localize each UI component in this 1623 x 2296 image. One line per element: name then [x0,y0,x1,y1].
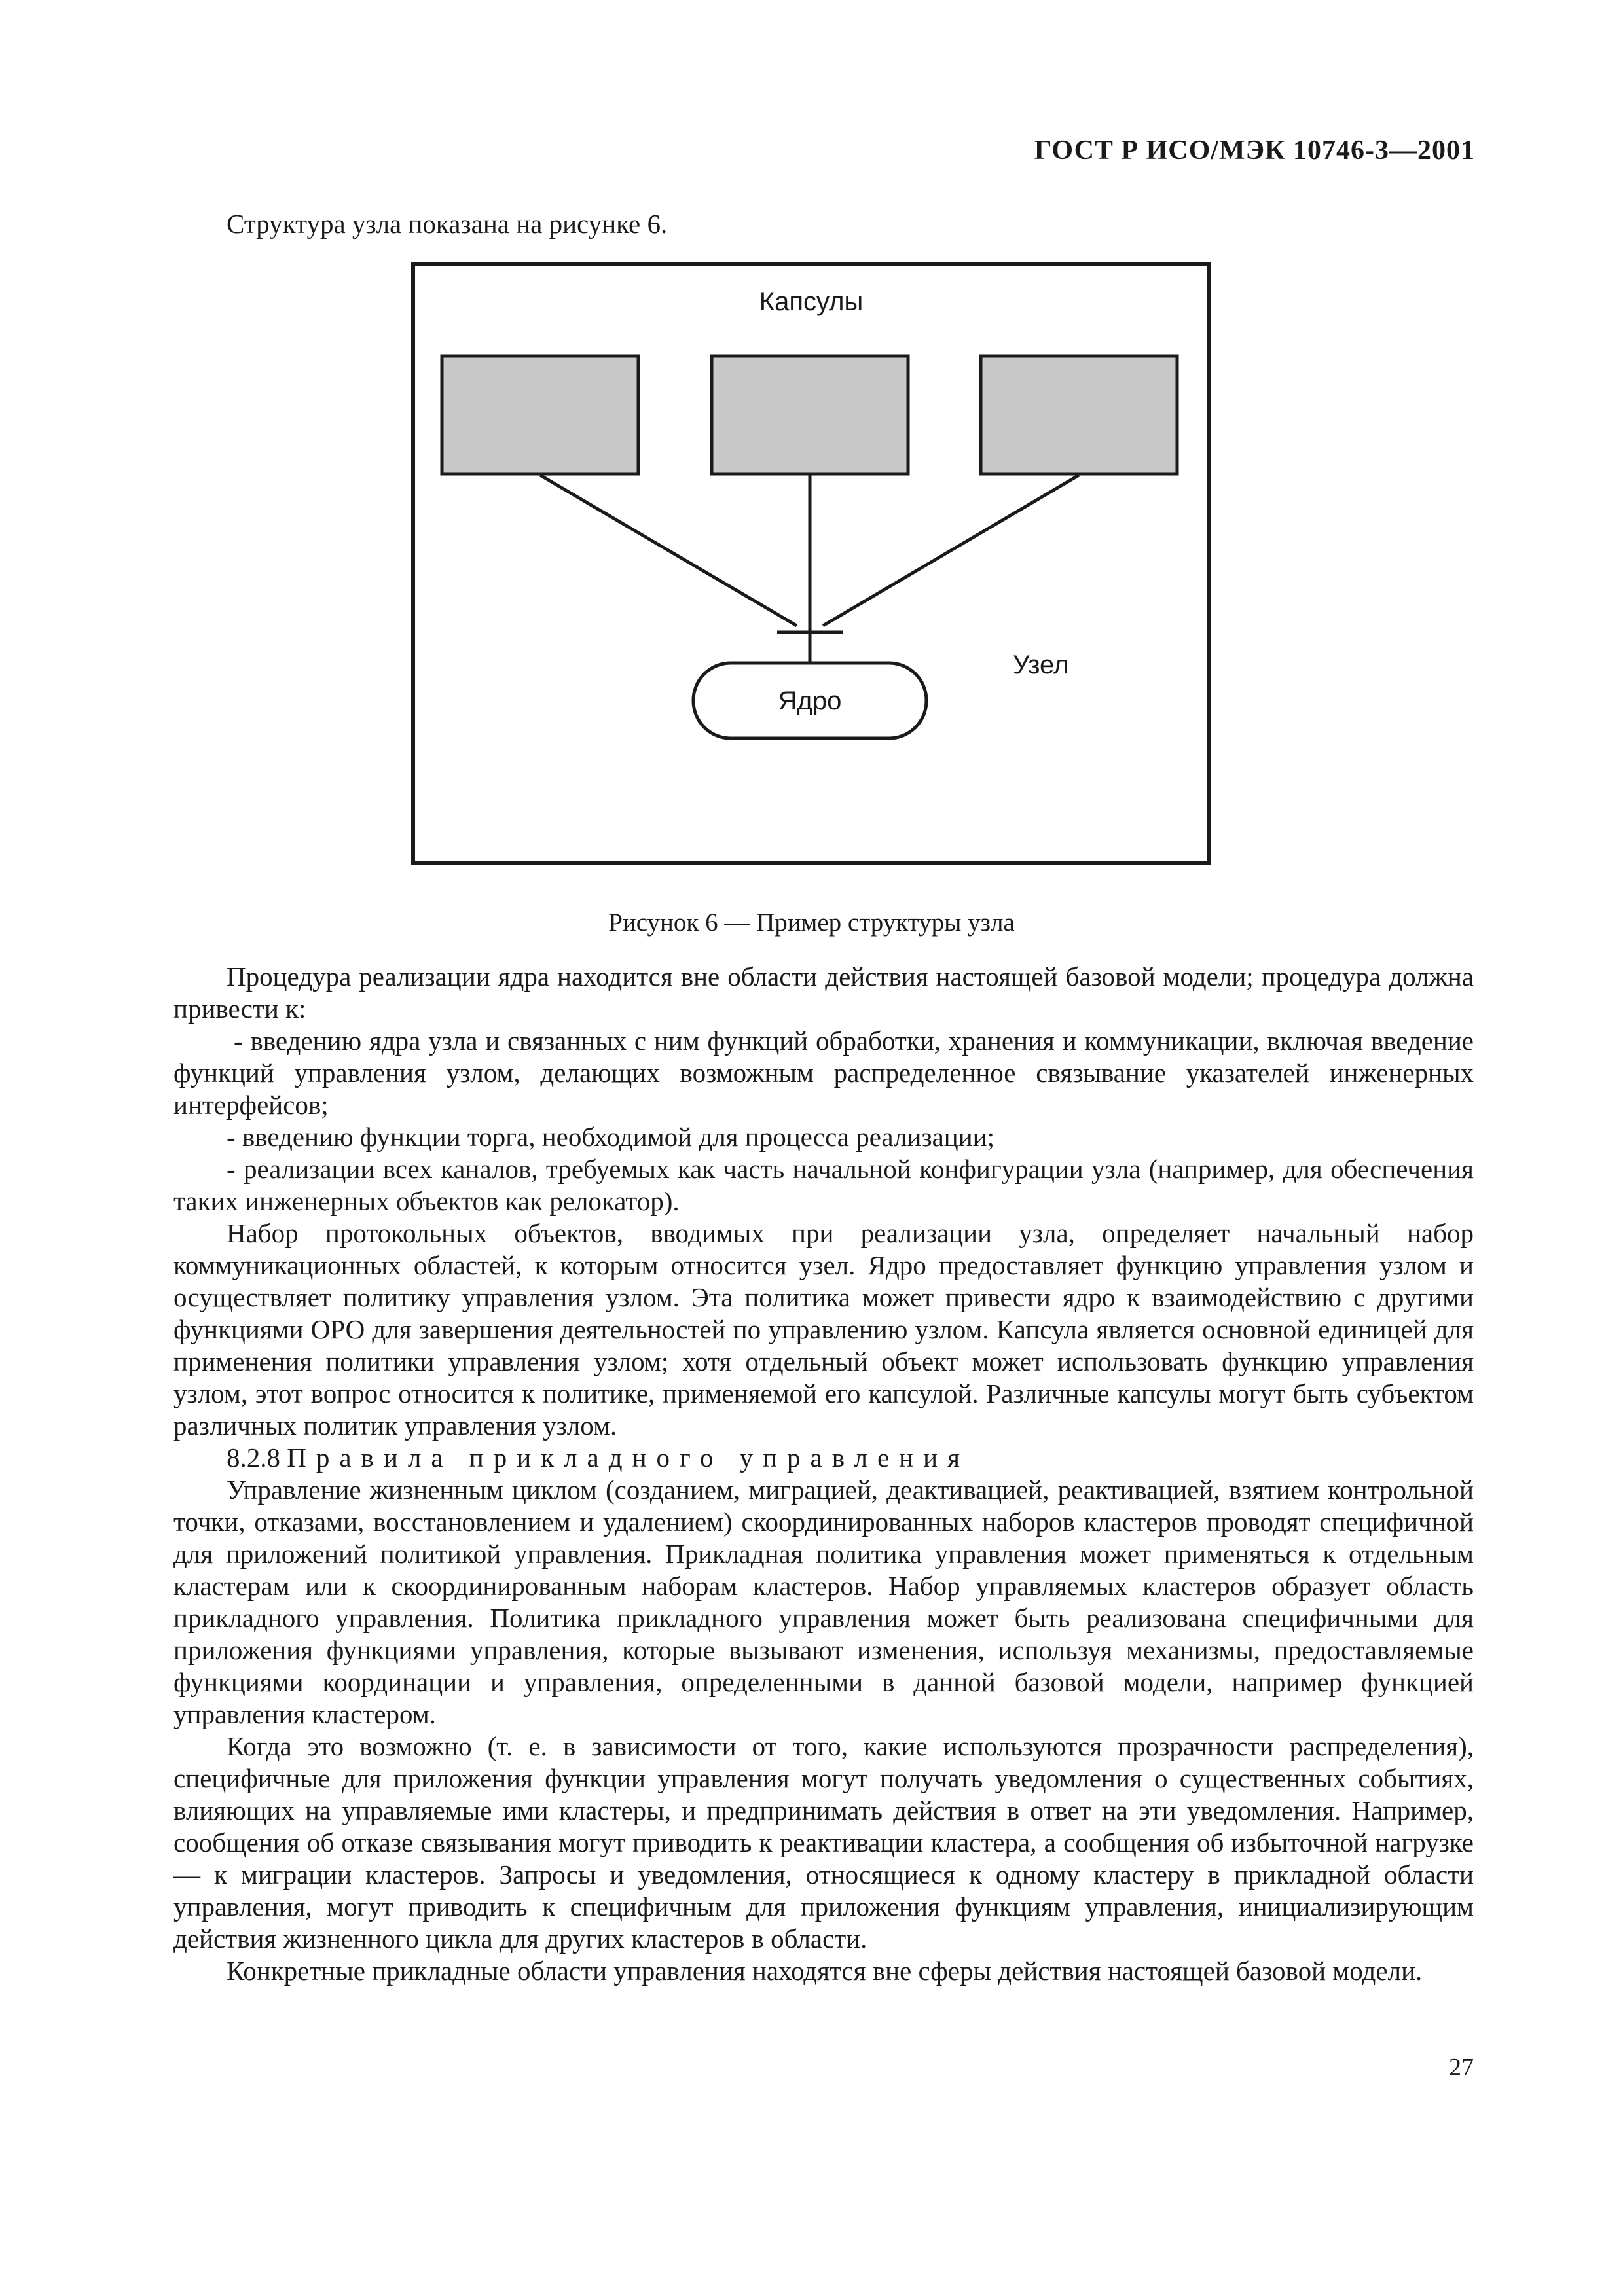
list-item: - введению функции торга, необходимой для процесса реализации; [227,1122,995,1152]
paragraph: Конкретные прикладные области управления находятся вне сферы действия настоящей базовой модели. [227,1956,1423,1986]
capsule-box-right [981,356,1177,474]
connector-left [540,475,797,626]
node-structure-figure [410,261,1211,865]
body-text [173,961,1474,1987]
figure-caption: Рисунок 6 — Пример структуры узла [608,908,1015,937]
paragraph: Набор протокольных объектов, вводимых при реализации узла, определяет начальный набор коммуникационных областей, к которым относится узел. Ядро предоставляет функцию управления узлом и осуществляет политику управления узлом. Эта политика может привести ядро к взаимодействию с другими функциями ОРО для завершения деятельностей по управлению узлом. Капсула является основной единицей для применения политики управления узлом; хотя отдельный объект может использовать функцию управления узлом, этот вопрос относится к политике, применяемой его капсулой. Различные капсулы могут быть субъектом различных политик управления узлом. [173,1218,1474,1441]
paragraph: Когда это возможно (т. е. в зависимости от того, какие используются прозрачности распределения), специфичные для приложения функции управления могут получать уведомления о существенных событиях, влияющих на управляемые ими кластеры, и предпринимать действия в ответ на эти уведомления. Например, сообщения об отказе связывания могут приводить к реактивации кластера, а сообщения об избыточной нагрузке — к миграции кластеров. Запросы и уведомления, относящиеся к одному кластеру в прикладной области управления, могут приводить к специфичным для приложения функциям управления, инициализирующим действия жизненного цикла для других кластеров в области. [173,1731,1474,1954]
section-number: 8.2.8 [227,1443,280,1473]
section-heading [173,1442,1474,1474]
section-title: Правила прикладного управления [287,1443,970,1473]
list-item: - реализации всех каналов, требуемых как часть начальной конфигурации узла (например, для обеспечения таких инженерных объектов как релокатор). [173,1154,1474,1216]
kernel-label: Ядро [778,687,842,715]
capsule-box-center [712,356,908,474]
paragraph: Управление жизненным циклом (созданием, миграцией, деактивацией, реактивацией, взятием контрольной точки, отказами, восстановлением и удалением) скоординированных наборов кластеров проводят специфичной для приложений политикой управления. Прикладная политика управления может применяться к отдельным кластерам или к скоординированным наборам кластеров. Набор управляемых кластеров образует область прикладного управления. Политика прикладного управления может быть реализована специфичными для приложения функциями управления, которые вызывают изменения, используя механизмы, предоставляемые функциями координации и управления, определенными в данной базовой модели, например функцией управления кластером. [173,1475,1474,1729]
list-item: - введению ядра узла и связанных с ним функций обработки, хранения и коммуникации, включая введение функций управления узлом, делающих возможным распределенное связывание указателей инженерных интерфейсов; [173,1026,1474,1120]
connector-right [823,475,1079,626]
document-header: ГОСТ Р ИСО/МЭК 10746-3—2001 [1034,135,1475,166]
paragraph: Процедура реализации ядра находится вне области действия настоящей базовой модели; процедура должна привести к: [173,961,1474,1024]
page-number: 27 [1449,2054,1474,2081]
capsule-box-left [442,356,638,474]
node-label: Узел [1013,651,1069,679]
intro-sentence: Структура узла показана на рисунке 6. [227,209,668,239]
capsules-label: Капсулы [759,287,864,316]
